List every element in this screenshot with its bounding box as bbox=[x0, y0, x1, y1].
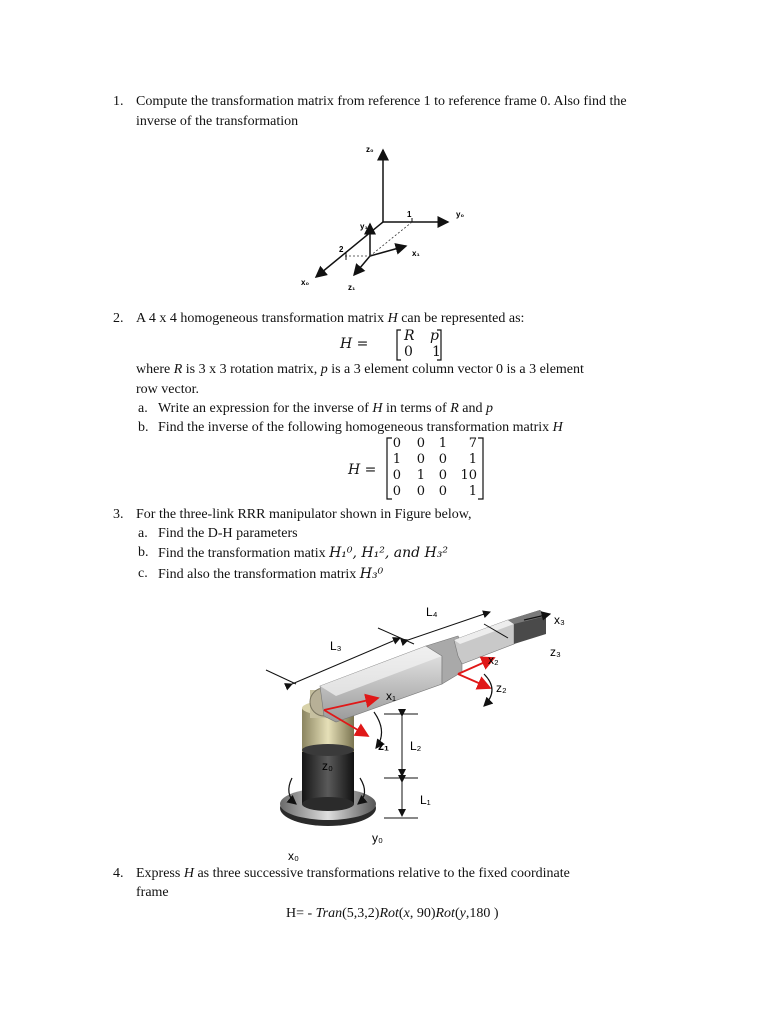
q1-text-line1: Compute the transformation matrix from reference 1 to reference frame 0. Also find the bbox=[136, 94, 627, 109]
matrix-row: 0 0 0 1 bbox=[392, 484, 477, 499]
q3-text: For the three-link RRR manipulator shown in Figure below, bbox=[136, 507, 472, 522]
dimension-label-2: 2 bbox=[339, 245, 344, 254]
q4-equation: H= - Tran(5,3,2)Rot(x, 90)Rot(y,180 ) bbox=[286, 906, 499, 921]
q3c-text: Find also the transformation matrix H₃⁰ bbox=[158, 566, 384, 582]
matrix-row: 1 0 0 1 bbox=[392, 452, 477, 467]
q4-number: 4. bbox=[113, 866, 124, 881]
rrr-manipulator-figure bbox=[262, 598, 592, 866]
z1-axis bbox=[354, 256, 370, 275]
q2a-label: a. bbox=[138, 401, 148, 416]
z0-label: z₀ bbox=[322, 759, 333, 773]
z2-label: z₂ bbox=[496, 681, 507, 695]
q2-text-line1: A 4 x 4 homogeneous transformation matrix H can be represented as: bbox=[136, 311, 525, 326]
L1-label: L₁ bbox=[420, 793, 431, 807]
q2b-text: Find the inverse of the following homogeneous transformation matrix H bbox=[158, 420, 563, 435]
q2-block-0: 0 bbox=[404, 344, 413, 360]
matrix-row: 0 0 1 7 bbox=[392, 436, 477, 451]
rotation-arrow-j3 bbox=[484, 674, 492, 706]
x0-axis bbox=[316, 222, 383, 277]
q2-block-1: 1 bbox=[432, 344, 441, 360]
x0-label: x₀ bbox=[288, 849, 299, 863]
x3-label: x₃ bbox=[554, 613, 565, 627]
q2-matrix bbox=[392, 436, 477, 500]
q2-block-p: p bbox=[430, 328, 439, 344]
q1-text-line2: inverse of the transformation bbox=[136, 114, 299, 129]
y0-label: y₀ bbox=[456, 210, 465, 219]
q1-frame-figure bbox=[290, 140, 490, 300]
z1-label: z₁ bbox=[348, 283, 356, 292]
matrix-row: 0 1 0 10 bbox=[392, 468, 477, 483]
q1-number: 1. bbox=[113, 94, 124, 109]
q3b-label: b. bbox=[138, 545, 149, 560]
base-cylinder bbox=[302, 748, 354, 804]
q4-text-line2: frame bbox=[136, 885, 169, 900]
q3b-text: Find the transformation matix H₁⁰, H₁², and H₃² bbox=[158, 545, 448, 561]
y1-label: y₁ bbox=[360, 222, 368, 231]
q3a-text: Find the D-H parameters bbox=[158, 526, 298, 541]
z1-label: z₁ bbox=[378, 739, 389, 753]
q2a-text: Write an expression for the inverse of H in terms of R and p bbox=[158, 401, 493, 416]
q2b-label: b. bbox=[138, 420, 149, 435]
q2-block-R: R bbox=[404, 328, 415, 344]
L4-label: L₄ bbox=[426, 605, 438, 619]
x1-axis bbox=[370, 246, 406, 256]
z3-label: z₃ bbox=[550, 645, 561, 659]
y0-label: y₀ bbox=[372, 831, 383, 845]
dimension-label-1: 1 bbox=[407, 210, 412, 219]
q2-text-line3: row vector. bbox=[136, 382, 199, 397]
q2-text-line2: where R is 3 x 3 rotation matrix, p is a 3 element column vector 0 is a 3 element bbox=[136, 362, 584, 377]
q3a-label: a. bbox=[138, 526, 148, 541]
q4-text-line1: Express H as three successive transformations relative to the fixed coordinate bbox=[136, 866, 570, 881]
x1-label: x₁ bbox=[386, 689, 397, 703]
L3-label: L₃ bbox=[330, 639, 342, 653]
q2-block-eq-lhs: H = bbox=[340, 336, 369, 352]
q3-number: 3. bbox=[113, 507, 124, 522]
x2-label: x₂ bbox=[488, 653, 499, 667]
q2-number: 2. bbox=[113, 311, 124, 326]
x0-label: x₀ bbox=[301, 278, 310, 287]
q3c-label: c. bbox=[138, 566, 148, 581]
x1-label: x₁ bbox=[412, 249, 420, 258]
q2-matrix-lhs: H = bbox=[348, 462, 377, 478]
z0-label: z₀ bbox=[366, 145, 374, 154]
L2-label: L₂ bbox=[410, 739, 422, 753]
